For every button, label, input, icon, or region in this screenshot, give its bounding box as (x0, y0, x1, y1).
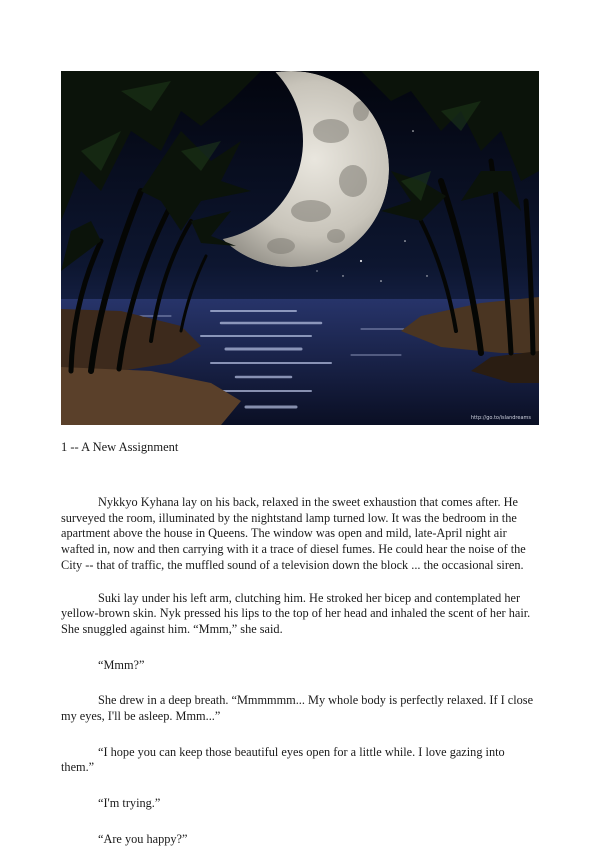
chapter-heading: 1 -- A New Assignment (61, 440, 179, 454)
image-credit: http://go.to/islandreams (470, 415, 531, 421)
paragraph: “Mmm?” (98, 657, 145, 672)
paragraph: Suki lay under his left arm, clutching him. He stroked her bicep and contemplated her yellow-brown skin. Nyk pressed his lips to the top of her head and inhaled the scent of her hair. She snuggled against him. “Mmm,” she said. (61, 590, 531, 636)
paragraph: She drew in a deep breath. “Mmmmmm... My whole body is perfectly relaxed. If I close my eyes, I'll be asleep. Mmm...” (61, 693, 534, 724)
paragraph: Nykkyo Kyhana lay on his back, relaxed in the sweet exhaustion that comes after. He surveyed the room, illuminated by the nightstand lamp turned low. It was the bedroom in the apartment above the house in Queens. The window was open and mild, late-April night air wafted in, now and then carrying with it a trace of diesel fumes. He could hear the noise of the City -- that of traffic, the muffled sound of a television down the block ... the occasional siren. (61, 495, 526, 572)
moonlit-lagoon-illustration (61, 71, 539, 425)
story-text (61, 495, 539, 848)
paragraph: “I hope you can keep those beautiful eyes open for a little while. I love gazing into them.” (61, 744, 505, 775)
paragraph: “Are you happy?” (98, 831, 188, 846)
paragraph: “I'm trying.” (98, 796, 161, 811)
